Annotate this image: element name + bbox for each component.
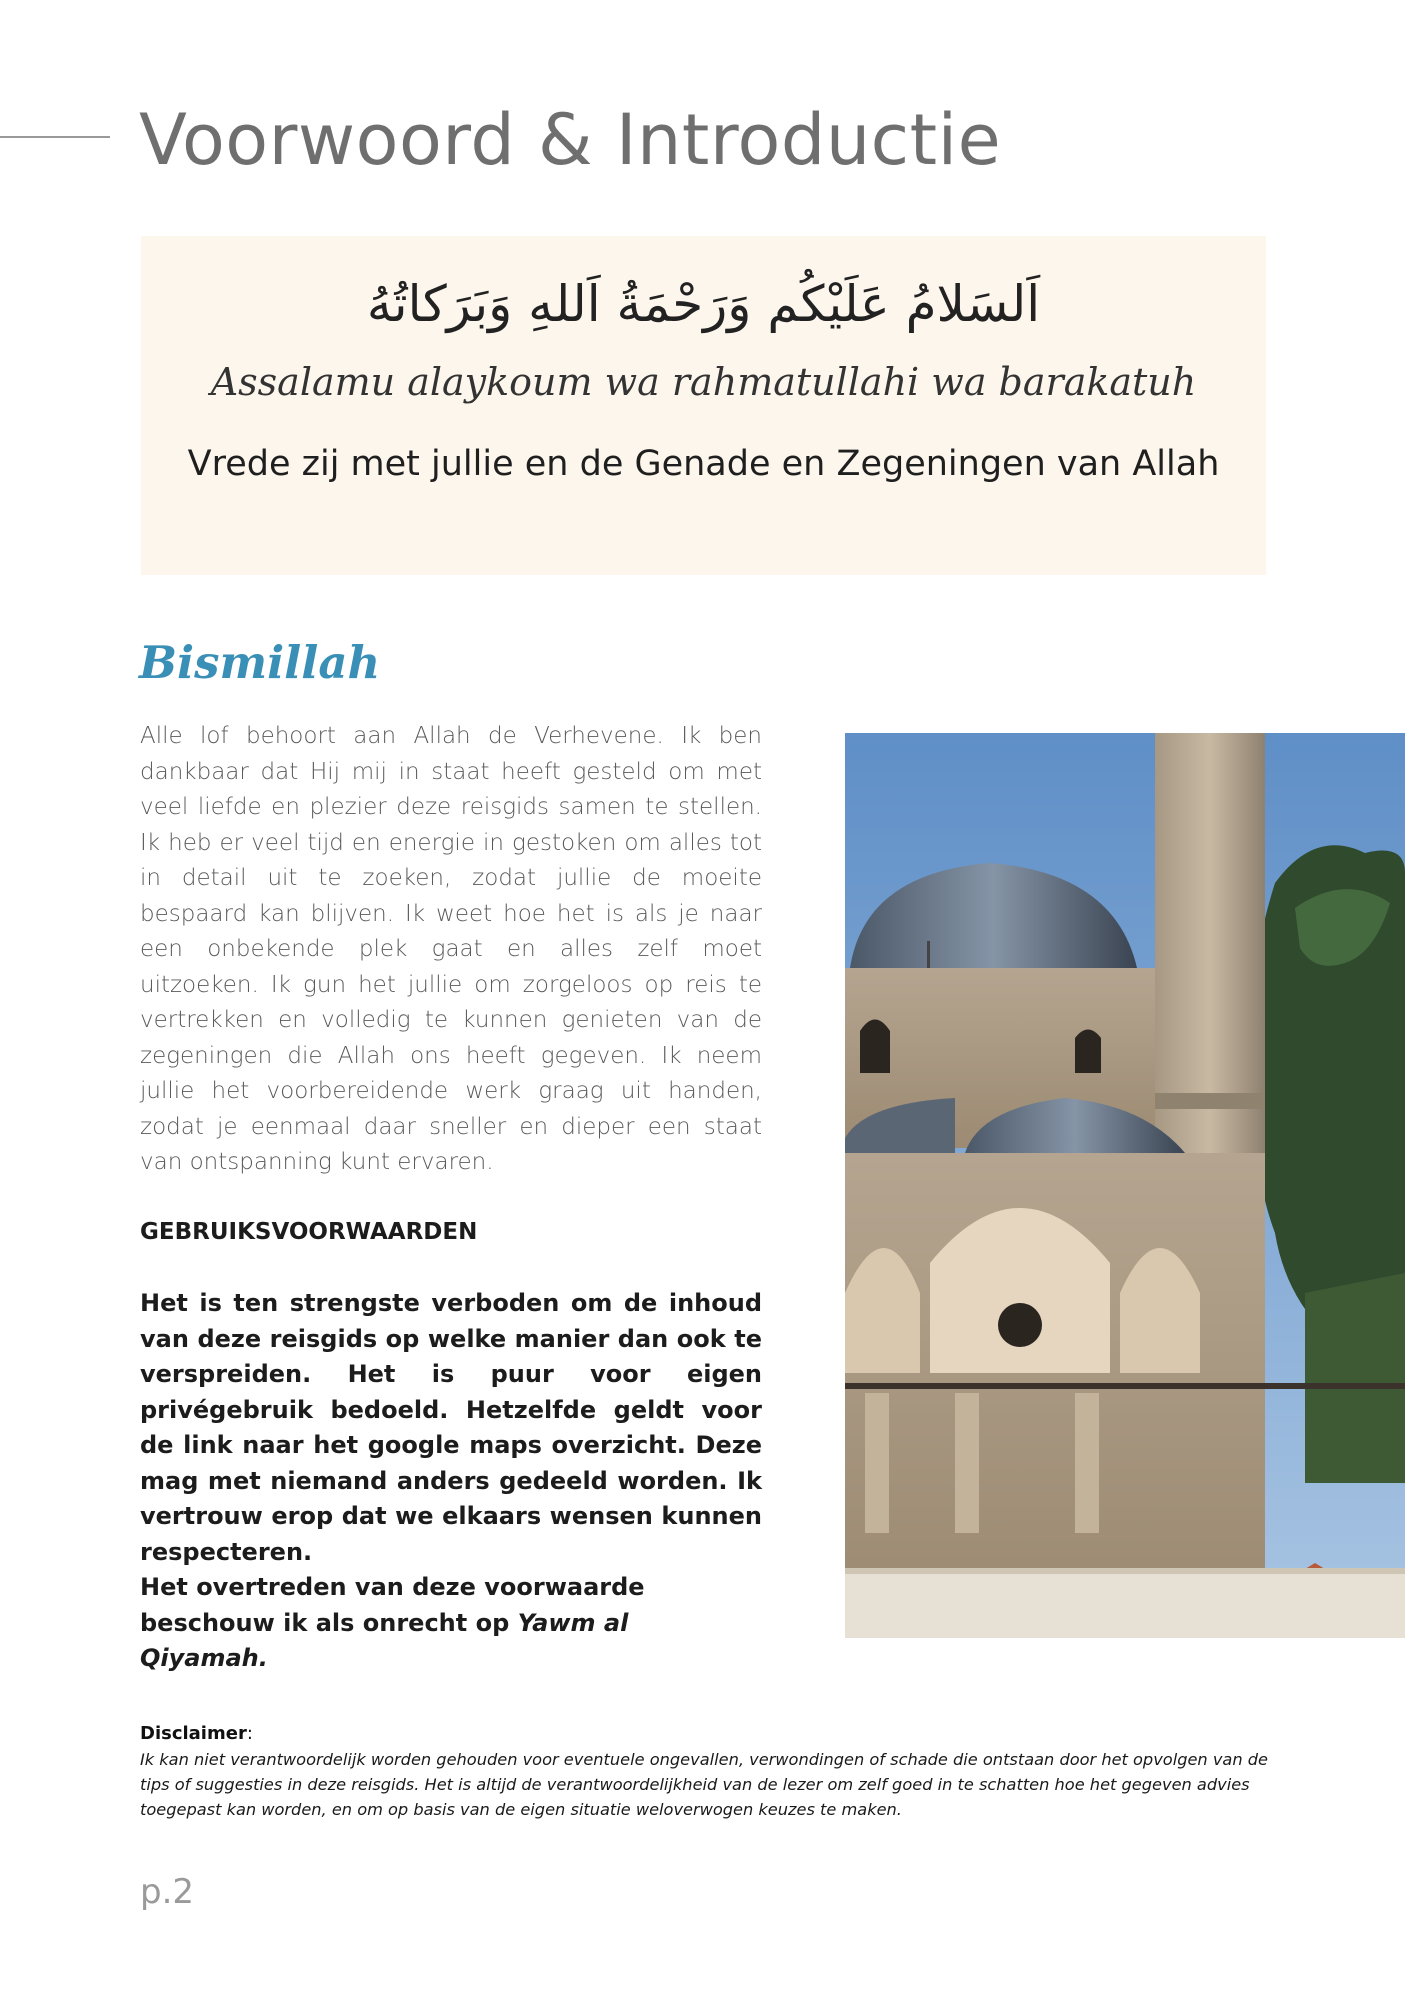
disclaimer-label-text: Disclaimer bbox=[140, 1723, 247, 1744]
terms-closing-text: Het overtreden van deze voorwaarde beschouw ik als onrecht op bbox=[140, 1573, 645, 1637]
terms-heading: GEBRUIKSVOORWAARDEN bbox=[140, 1219, 478, 1245]
disclaimer-label: Disclaimer: bbox=[140, 1723, 253, 1744]
greeting-box bbox=[141, 236, 1266, 575]
section-heading: Bismillah bbox=[139, 636, 381, 689]
disclaimer-text: Ik kan niet verantwoordelijk worden gehouden voor eventuele ongevallen, verwondingen of schade die ontstaan door het opvolgen van de tips of suggesties in deze reisgids. Het is altijd de verantwoordelijkheid van de lezer om zelf goed in te schatten hoe het gegeven advies toegepast kan worden, en om op basis van de eigen situatie weloverwogen keuzes te maken. bbox=[140, 1750, 1268, 1819]
intro-paragraph: Alle lof behoort aan Allah de Verhevene. Ik ben dankbaar dat Hij mij in staat heeft gesteld om met veel liefde en plezier deze reisgids samen te stellen. Ik heb er veel tijd en energie in gestoken om alles tot in detail uit te zoeken, zodat jullie de moeite bespaard kan blijven. Ik weet hoe het is als je naar een onbekende plek gaat en alles zelf moet uitzoeken. Ik gun het jullie om zorgeloos op reis te vertrekken en volledig te kunnen genieten van de zegeningen die Allah ons heeft gegeven. Ik neem jullie het voorbereidende werk graag uit handen, zodat je eenmaal daar sneller en dieper een staat van ontspanning kunt ervaren. bbox=[140, 723, 762, 1175]
greeting-transliteration: Assalamu alaykoum wa rahmatullahi wa barakatuh bbox=[210, 360, 1197, 404]
title-accent-line bbox=[0, 136, 110, 138]
terms-closing-emphasis: Yawm al Qiyamah. bbox=[140, 1608, 629, 1672]
page-title: Voorwoord & Introductie bbox=[139, 99, 1002, 181]
page-number: p.2 bbox=[140, 1872, 195, 1912]
greeting-translation: Vrede zij met jullie en de Genade en Zegeningen van Allah bbox=[187, 444, 1220, 484]
terms-closing bbox=[140, 1570, 762, 1677]
mosque-photo bbox=[845, 733, 1405, 1638]
terms-paragraph: Het is ten strengste verboden om de inhoud van deze reisgids op welke manier dan ook te verspreiden. Het is puur voor eigen privégebruik bedoeld. Hetzelfde geldt voor de link naar het google maps overzicht. Deze mag met niemand anders gedeeld worden. Ik vertrouw erop dat we elkaars wensen kunnen respecteren. bbox=[140, 1289, 762, 1566]
arabic-greeting: اَلسَلامُ عَلَيْكُم وَرَحْمَةُ اَللهِ وَبَرَكاتُهُ bbox=[366, 275, 1041, 333]
